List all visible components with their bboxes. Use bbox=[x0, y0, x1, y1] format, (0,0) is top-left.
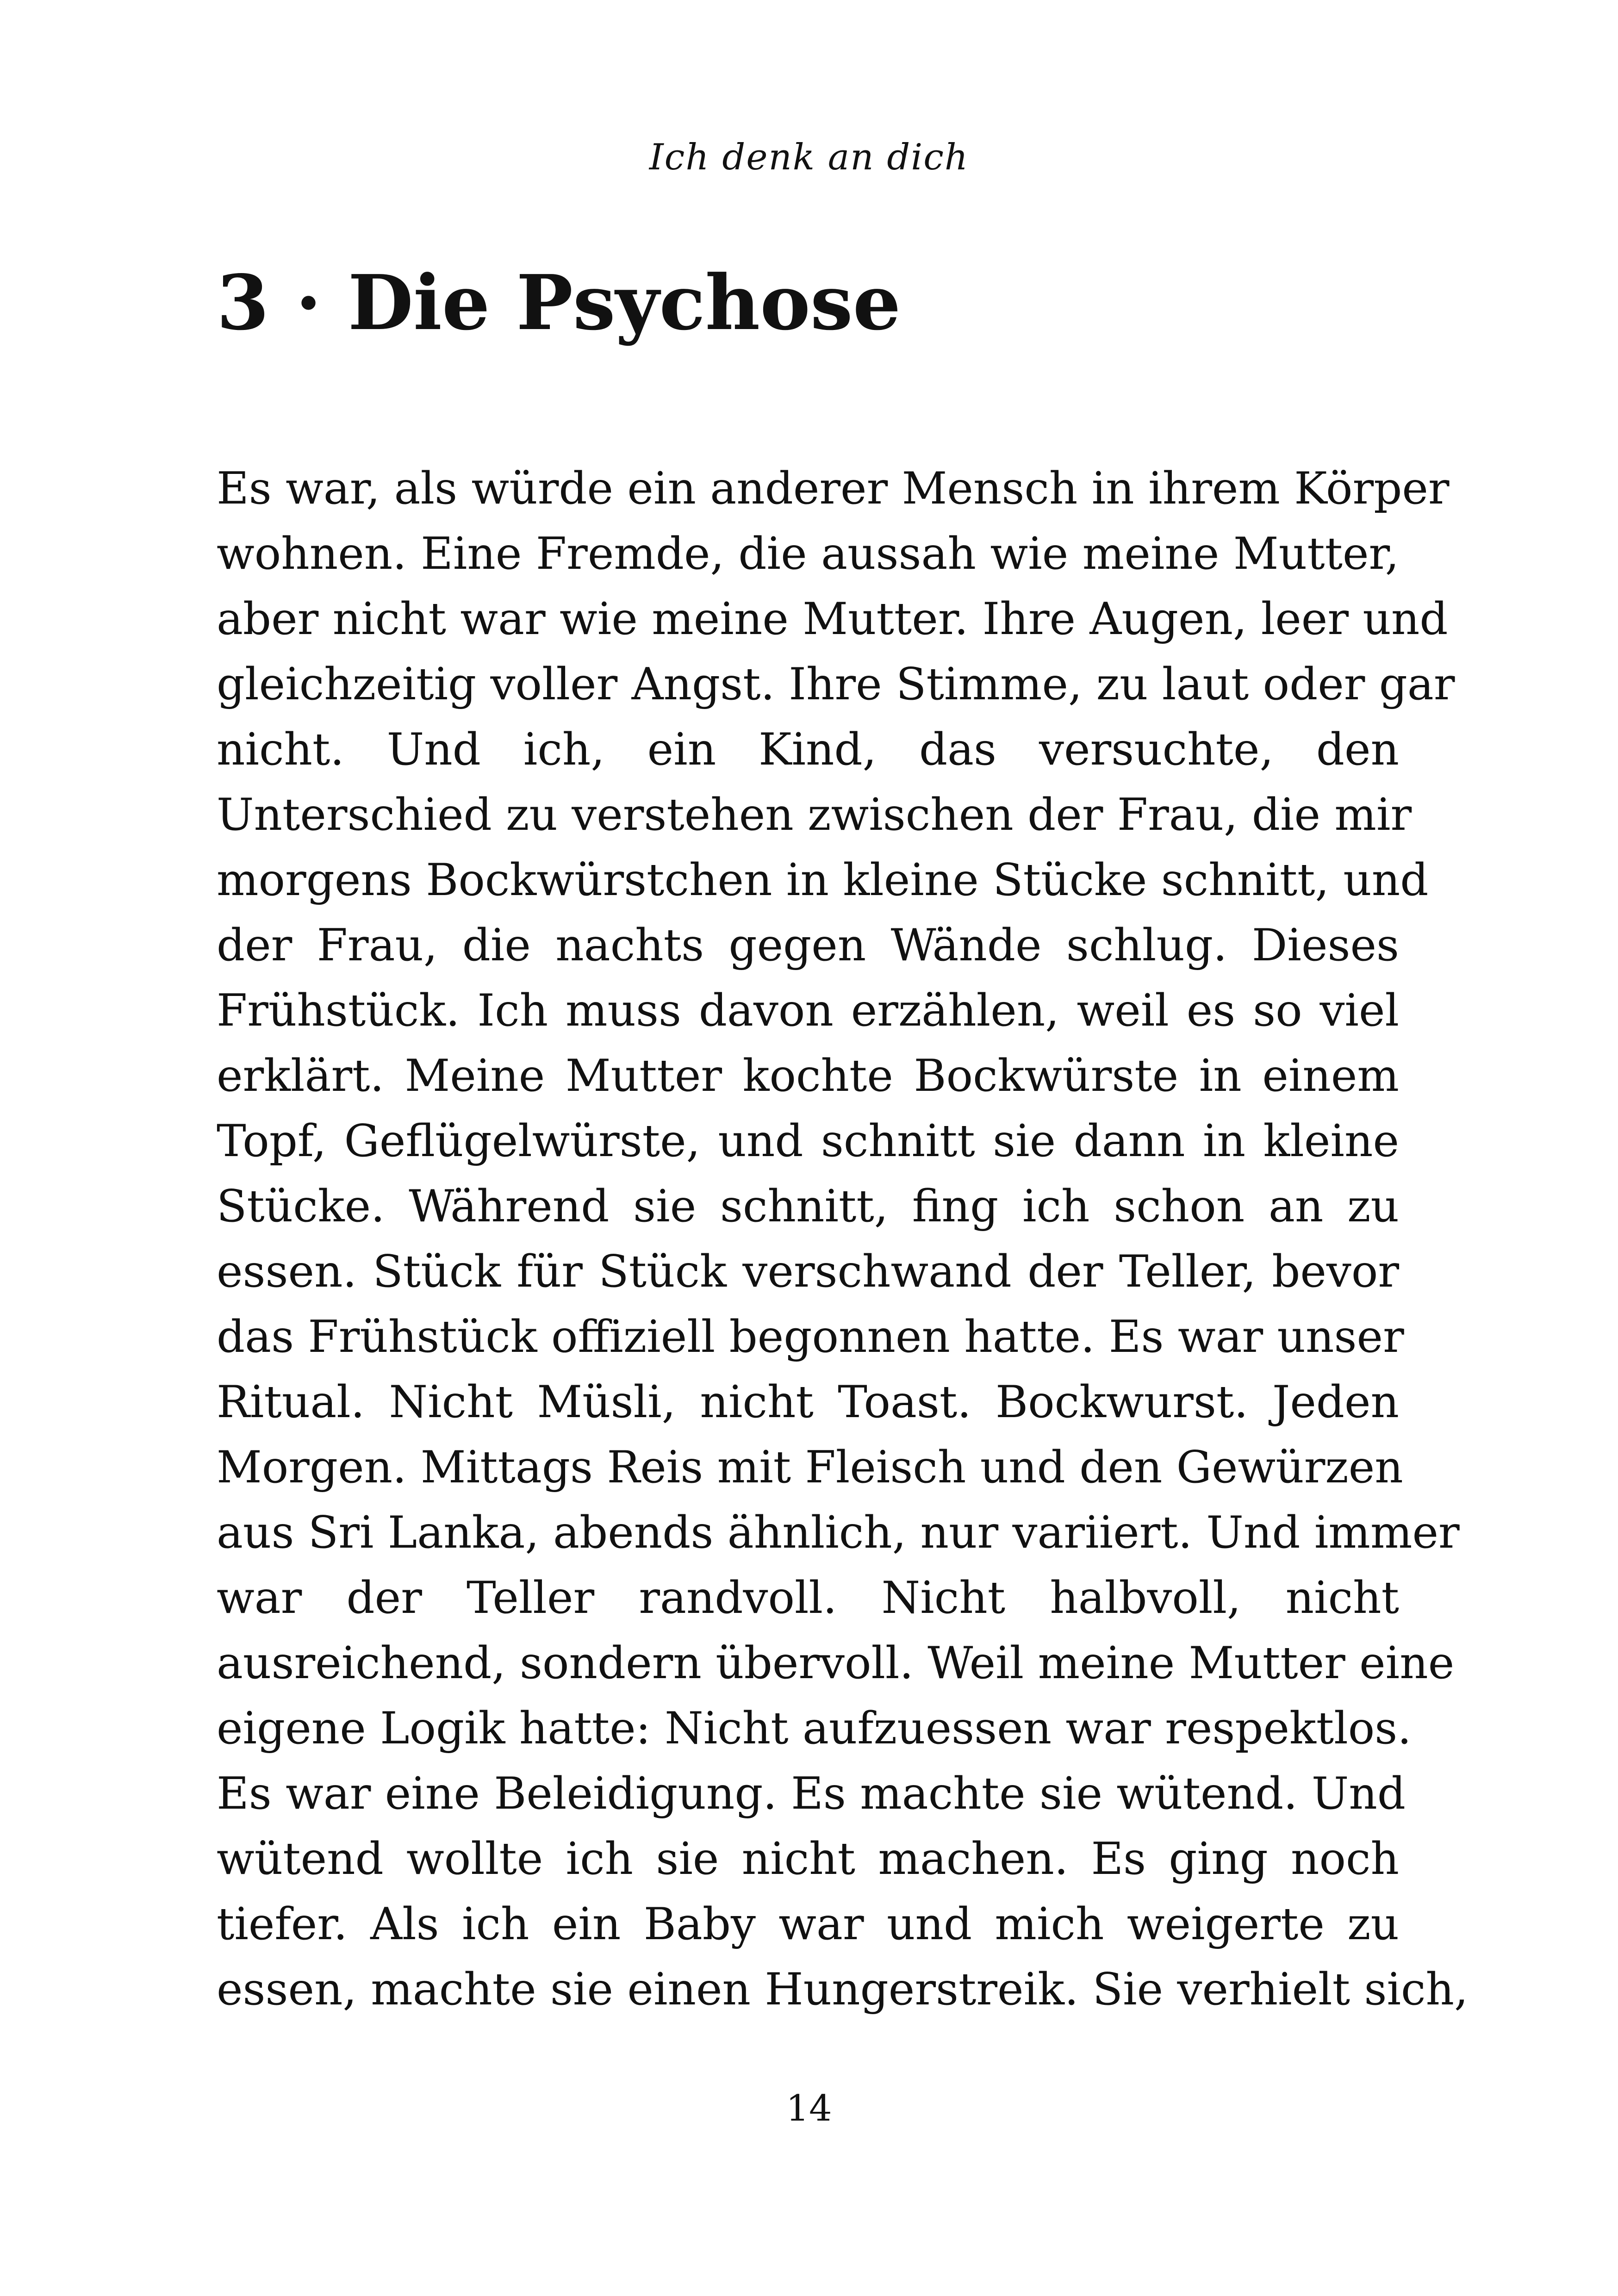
text-line: der Frau, die nachts gegen Wände schlug. Dieses bbox=[217, 919, 1399, 971]
text-line: aber nicht war wie meine Mutter. Ihre Augen, leer und bbox=[217, 593, 1448, 645]
text-line: ausreichend, sondern übervoll. Weil meine Mutter eine bbox=[217, 1637, 1455, 1689]
text-line: Es war, als würde ein anderer Mensch in ihrem Körper bbox=[217, 462, 1450, 514]
text-line: das Frühstück offiziell begonnen hatte. Es war unser bbox=[217, 1311, 1404, 1363]
text-line: eigene Logik hatte: Nicht aufzuessen war respektlos. bbox=[217, 1702, 1412, 1754]
text-line: essen, machte sie einen Hungerstreik. Sie verhielt sich, bbox=[217, 1963, 1469, 2015]
text-line: wütend wollte ich sie nicht machen. Es ging noch bbox=[217, 1833, 1399, 1885]
page-number: 14 bbox=[786, 2088, 832, 2129]
text-line: Stücke. Während sie schnitt, fing ich schon an zu bbox=[217, 1180, 1399, 1232]
text-line: Es war eine Beleidigung. Es machte sie wütend. Und bbox=[217, 1767, 1406, 1819]
text-line: erklärt. Meine Mutter kochte Bockwürste in einem bbox=[217, 1050, 1399, 1101]
text-line: tiefer. Als ich ein Baby war und mich weigerte zu bbox=[217, 1898, 1399, 1950]
text-line: wohnen. Eine Fremde, die aussah wie meine Mutter, bbox=[217, 528, 1399, 579]
text-line: Unterschied zu verstehen zwischen der Frau, die mir bbox=[217, 789, 1412, 840]
text-line: Morgen. Mittags Reis mit Fleisch und den Gewürzen bbox=[217, 1441, 1403, 1493]
text-line: Topf, Geflügelwürste, und schnitt sie dann in kleine bbox=[217, 1115, 1399, 1167]
text-line: gleichzeitig voller Angst. Ihre Stimme, zu laut oder gar bbox=[217, 658, 1455, 710]
body-text bbox=[217, 456, 1469, 2022]
text-line: Ritual. Nicht Müsli, nicht Toast. Bockwurst. Jeden bbox=[217, 1376, 1399, 1428]
text-line: morgens Bockwürstchen in kleine Stücke schnitt, und bbox=[217, 854, 1429, 906]
text-line: nicht. Und ich, ein Kind, das versuchte, den bbox=[217, 723, 1399, 775]
chapter-title: 3 · Die Psychose bbox=[217, 259, 901, 347]
text-line: war der Teller randvoll. Nicht halbvoll, nicht bbox=[217, 1572, 1399, 1624]
text-line: aus Sri Lanka, abends ähnlich, nur variiert. Und immer bbox=[217, 1506, 1460, 1558]
running-header: Ich denk an dich bbox=[649, 137, 969, 178]
text-line: essen. Stück für Stück verschwand der Teller, bevor bbox=[217, 1245, 1399, 1297]
text-line: Frühstück. Ich muss davon erzählen, weil es so viel bbox=[217, 984, 1399, 1036]
